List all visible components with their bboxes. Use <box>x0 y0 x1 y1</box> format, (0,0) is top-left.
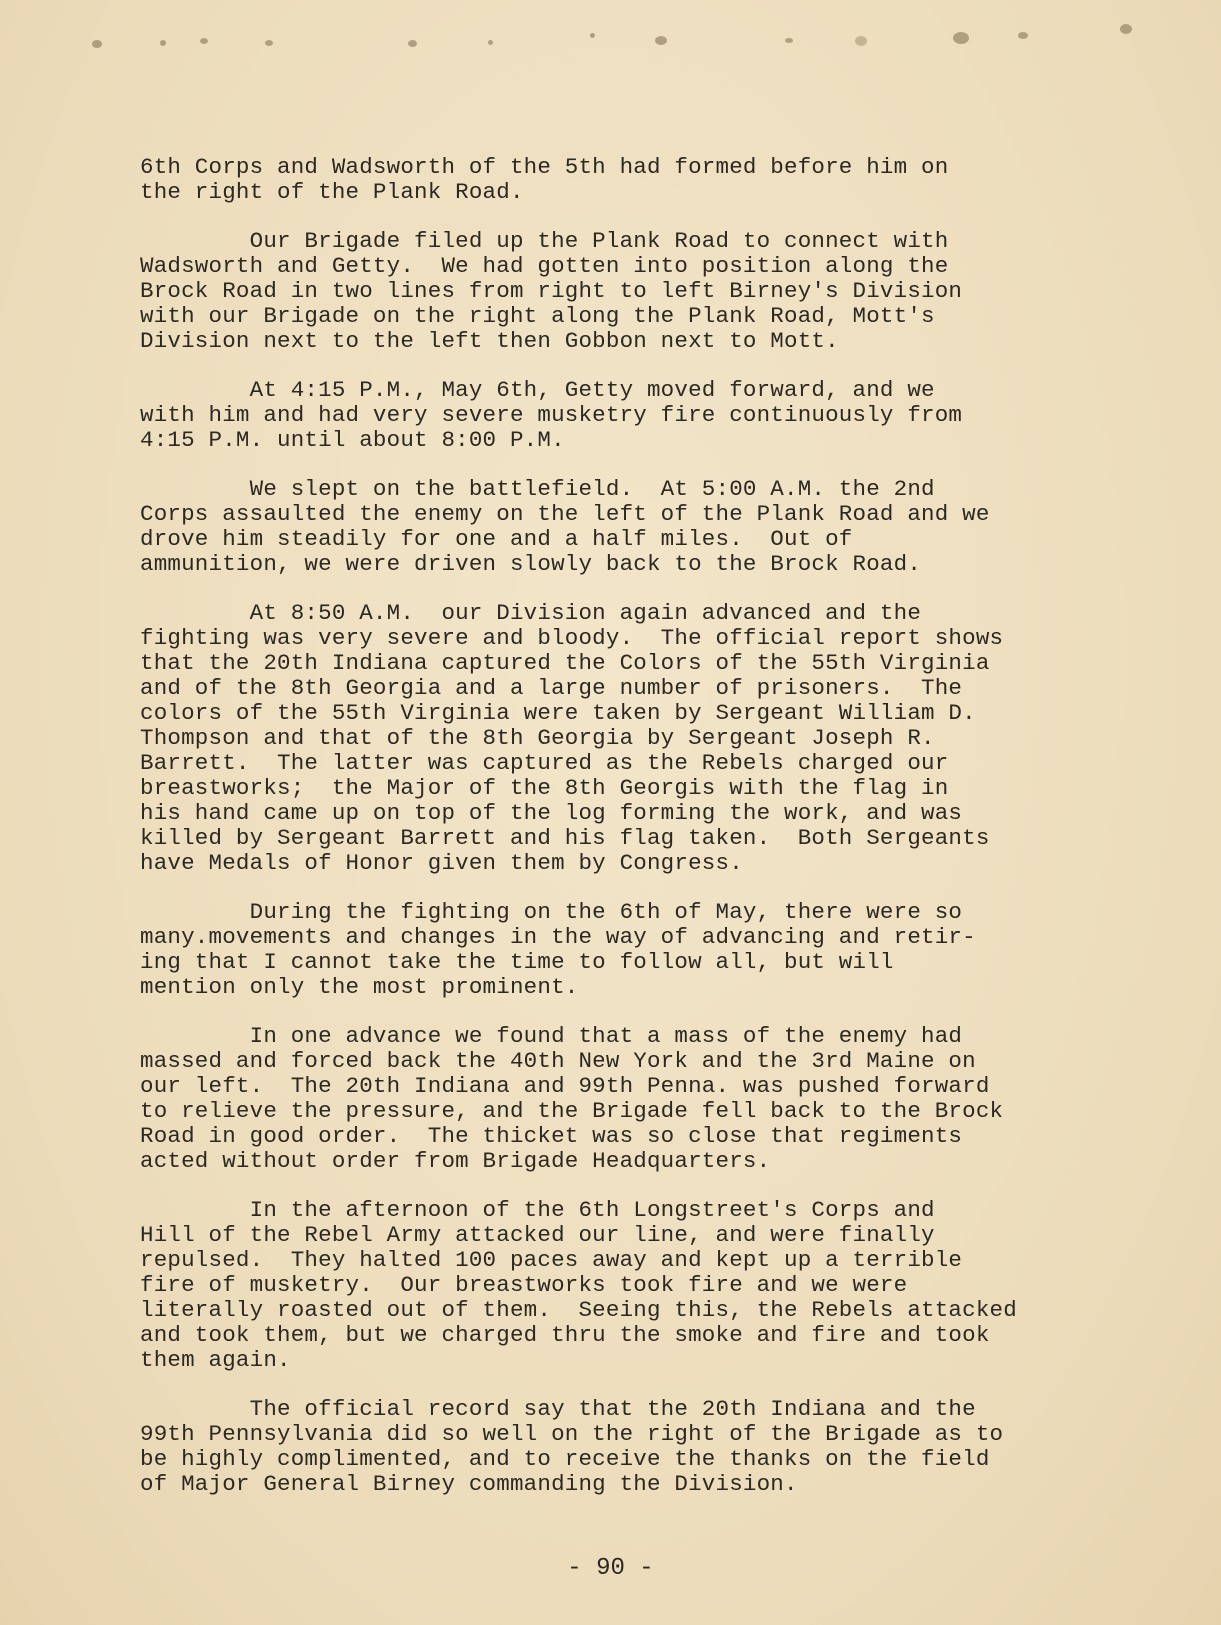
binding-hole <box>590 33 595 38</box>
binding-hole <box>655 36 667 45</box>
text-line: with him and had very severe musketry fire continuously from <box>140 402 963 428</box>
text-line: many.movements and changes in the way of advancing and retir- <box>140 924 976 950</box>
binding-hole <box>785 38 793 43</box>
text-line: drove him steadily for one and a half miles. Out of <box>140 526 853 552</box>
paragraph <box>140 1024 1150 1174</box>
text-line: Hill of the Rebel Army attacked our line, and were finally <box>140 1222 935 1248</box>
text-line: We slept on the battlefield. At 5:00 A.M. the 2nd <box>140 476 935 502</box>
paragraph <box>140 1397 1150 1497</box>
binding-hole <box>488 40 493 45</box>
binding-hole <box>92 40 102 48</box>
text-line: In one advance we found that a mass of the enemy had <box>140 1023 963 1049</box>
text-line: At 8:50 A.M. our Division again advanced and the <box>140 600 922 626</box>
text-line: fighting was very severe and bloody. The official report shows <box>140 625 1004 651</box>
text-line: Division next to the left then Gobbon next to Mott. <box>140 328 839 354</box>
text-line: repulsed. They halted 100 paces away and kept up a terrible <box>140 1247 963 1273</box>
paragraph <box>140 477 1150 577</box>
body-text <box>140 155 1150 1521</box>
text-line: literally roasted out of them. Seeing this, the Rebels attacked <box>140 1297 1017 1323</box>
text-line: 99th Pennsylvania did so well on the right of the Brigade as to <box>140 1421 1004 1447</box>
paragraph <box>140 155 1150 205</box>
text-line: During the fighting on the 6th of May, there were so <box>140 899 963 925</box>
text-line: Road in good order. The thicket was so close that regiments <box>140 1123 963 1149</box>
text-line: be highly complimented, and to receive the thanks on the field <box>140 1446 990 1472</box>
paragraph <box>140 900 1150 1000</box>
paragraph <box>140 1198 1150 1373</box>
binding-hole <box>855 36 867 46</box>
text-line: 6th Corps and Wadsworth of the 5th had formed before him on <box>140 154 949 180</box>
text-line: Brock Road in two lines from right to left Birney's Division <box>140 278 963 304</box>
text-line: of Major General Birney commanding the Division. <box>140 1471 798 1497</box>
text-line: ammunition, we were driven slowly back to the Brock Road. <box>140 551 922 577</box>
binding-hole <box>953 32 969 44</box>
binding-hole <box>160 40 166 46</box>
binding-hole <box>265 40 273 46</box>
text-line: Barrett. The latter was captured as the Rebels charged our <box>140 750 949 776</box>
text-line: Thompson and that of the 8th Georgia by Sergeant Joseph R. <box>140 725 935 751</box>
page-number: - 90 - <box>567 1555 654 1582</box>
text-line: killed by Sergeant Barrett and his flag taken. Both Sergeants <box>140 825 990 851</box>
text-line: our left. The 20th Indiana and 99th Penna. was pushed forward <box>140 1073 990 1099</box>
text-line: ing that I cannot take the time to follow all, but will <box>140 949 894 975</box>
text-line: them again. <box>140 1347 291 1373</box>
text-line: and of the 8th Georgia and a large number of prisoners. The <box>140 675 963 701</box>
text-line: and took them, but we charged thru the smoke and fire and took <box>140 1322 990 1348</box>
text-line: colors of the 55th Virginia were taken by Sergeant William D. <box>140 700 976 726</box>
text-line: to relieve the pressure, and the Brigade fell back to the Brock <box>140 1098 1004 1124</box>
text-line: 4:15 P.M. until about 8:00 P.M. <box>140 427 565 453</box>
text-line: Corps assaulted the enemy on the left of the Plank Road and we <box>140 501 990 527</box>
text-line: acted without order from Brigade Headquarters. <box>140 1148 771 1174</box>
text-line: breastworks; the Major of the 8th Georgis with the flag in <box>140 775 949 801</box>
text-line: The official record say that the 20th Indiana and the <box>140 1396 976 1422</box>
text-line: the right of the Plank Road. <box>140 179 524 205</box>
text-line: have Medals of Honor given them by Congress. <box>140 850 743 876</box>
binding-holes <box>0 0 1221 80</box>
binding-hole <box>1120 24 1132 34</box>
binding-hole <box>408 40 417 47</box>
text-line: that the 20th Indiana captured the Colors of the 55th Virginia <box>140 650 990 676</box>
binding-hole <box>200 38 208 44</box>
text-line: massed and forced back the 40th New York and the 3rd Maine on <box>140 1048 976 1074</box>
text-line: At 4:15 P.M., May 6th, Getty moved forward, and we <box>140 377 935 403</box>
text-line: Our Brigade filed up the Plank Road to connect with <box>140 228 949 254</box>
text-line: with our Brigade on the right along the Plank Road, Mott's <box>140 303 935 329</box>
paragraph <box>140 601 1150 876</box>
text-line: In the afternoon of the 6th Longstreet's Corps and <box>140 1197 935 1223</box>
text-line: fire of musketry. Our breastworks took fire and we were <box>140 1272 908 1298</box>
binding-hole <box>1018 32 1028 39</box>
text-line: Wadsworth and Getty. We had gotten into position along the <box>140 253 949 279</box>
paragraph <box>140 229 1150 354</box>
paragraph <box>140 378 1150 453</box>
text-line: his hand came up on top of the log forming the work, and was <box>140 800 963 826</box>
text-line: mention only the most prominent. <box>140 974 579 1000</box>
